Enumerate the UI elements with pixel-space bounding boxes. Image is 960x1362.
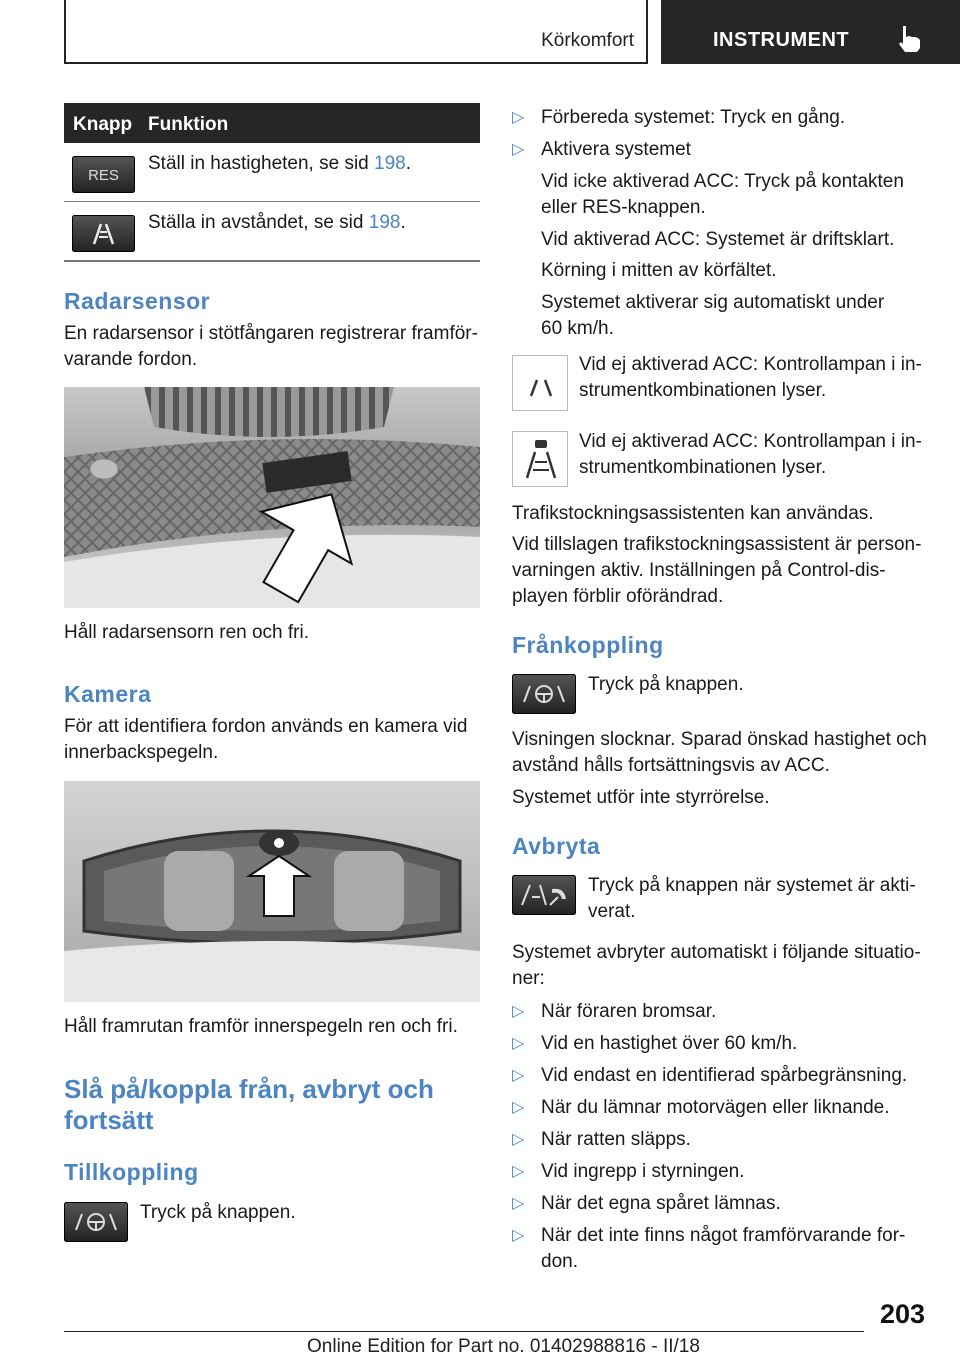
paragraph: Vid tillslagen trafikstockningsassistent är person-: [512, 534, 922, 555]
steering-assist-button-icon: [64, 1202, 128, 1242]
steering-assist-button-icon: [512, 674, 576, 714]
onoff-heading-1: Slå på/koppla från, avbryt och: [64, 1074, 434, 1104]
activation-step-text: Körning i mitten av körfältet.: [541, 260, 777, 281]
table-header-knapp: Knapp: [73, 114, 133, 135]
radar-caption: Håll radarsensorn ren och fri.: [64, 622, 309, 643]
header-section-title: Körkomfort: [541, 30, 634, 51]
camera-photo: [64, 781, 480, 1002]
onoff-heading-2: fortsätt: [64, 1105, 154, 1135]
paragraph: Systemet avbryter automatiskt i följande situatio-: [512, 942, 921, 963]
paragraph: Systemet utför inte styrrörelse.: [512, 787, 770, 808]
abort-text: verat.: [588, 901, 636, 922]
lamp-text: strumentkombinationen lyser.: [579, 457, 827, 478]
svg-text:RES: RES: [88, 167, 119, 184]
paragraph: varningen aktiv. Inställningen på Control-dis-: [512, 560, 886, 581]
abort-button-icon: [512, 875, 576, 915]
paragraph: ner:: [512, 968, 545, 989]
header-chapter-box: [661, 0, 960, 64]
list-item-continuation: don.: [541, 1251, 578, 1272]
table-row-text: Ställa in avståndet, se sid 198.: [148, 212, 406, 233]
page-link[interactable]: 198: [374, 153, 406, 174]
header-chapter-title: INSTRUMENT: [713, 29, 850, 51]
page-link[interactable]: 198: [368, 212, 401, 233]
traffic-jam-lamp-icon: [512, 431, 568, 487]
pointing-hand-icon: [893, 24, 927, 54]
table-header-funktion: Funktion: [148, 114, 229, 135]
distance-button-icon: [72, 215, 135, 252]
camera-text-2: innerbackspegeln.: [64, 742, 219, 763]
activation-step-text: 60 km/h.: [541, 318, 614, 339]
function-table: [64, 103, 480, 261]
deactivation-text: Tryck på knappen.: [588, 674, 744, 695]
lamp-text: Vid ej aktiverad ACC: Kontrollampan i in-: [579, 354, 922, 375]
abort-heading: Avbryta: [512, 833, 601, 859]
lamp-text: strumentkombinationen lyser.: [579, 380, 827, 401]
table-row: [64, 202, 480, 261]
activation-step-text: Systemet aktiverar sig automatiskt under: [541, 292, 885, 313]
camera-text-1: För att identifiera fordon används en kamera vid: [64, 716, 468, 737]
activation-heading: Tillkoppling: [64, 1159, 199, 1185]
table-row-text: Ställ in hastigheten, se sid 198.: [148, 153, 412, 174]
radar-heading: Radarsensor: [64, 288, 211, 314]
table-bottom-rule: [64, 261, 480, 262]
paragraph: avstånd hålls fortsättningsvis av ACC.: [512, 755, 830, 776]
lane-lamp-icon: [512, 355, 568, 411]
radar-text-2: varande fordon.: [64, 349, 198, 370]
activation-step-text: eller RES-knappen.: [541, 197, 706, 218]
paragraph: Visningen slocknar. Sparad önskad hastighet och: [512, 729, 927, 750]
page-number: 203: [880, 1299, 926, 1329]
activation-step-text: Vid aktiverad ACC: Systemet är driftsklart.: [541, 229, 895, 250]
paragraph: Trafikstockningsassistenten kan användas.: [512, 503, 874, 524]
table-header: [64, 103, 480, 143]
abort-text: Tryck på knappen när systemet är akti-: [588, 875, 916, 896]
header-section-box: [64, 0, 648, 64]
radar-text-1: En radarsensor i stötfångaren registrerar framför-: [64, 323, 478, 344]
deactivation-heading: Frånkoppling: [512, 632, 664, 658]
camera-caption: Håll framrutan framför innerspegeln ren och fri.: [64, 1016, 458, 1037]
activation-text: Tryck på knappen.: [140, 1202, 296, 1223]
activation-step-text: Vid icke aktiverad ACC: Tryck på kontakten: [541, 171, 904, 192]
lamp-text: Vid ej aktiverad ACC: Kontrollampan i in-: [579, 431, 922, 452]
footer-edition: Online Edition for Part no. 01402988816 - II/18: [307, 1336, 700, 1357]
footer-rule: [64, 1331, 864, 1332]
table-row: [64, 143, 480, 202]
radar-sensor-photo: [64, 387, 480, 608]
paragraph: playen förblir oförändrad.: [512, 586, 724, 607]
camera-heading: Kamera: [64, 681, 152, 707]
res-button-icon: [72, 156, 135, 193]
